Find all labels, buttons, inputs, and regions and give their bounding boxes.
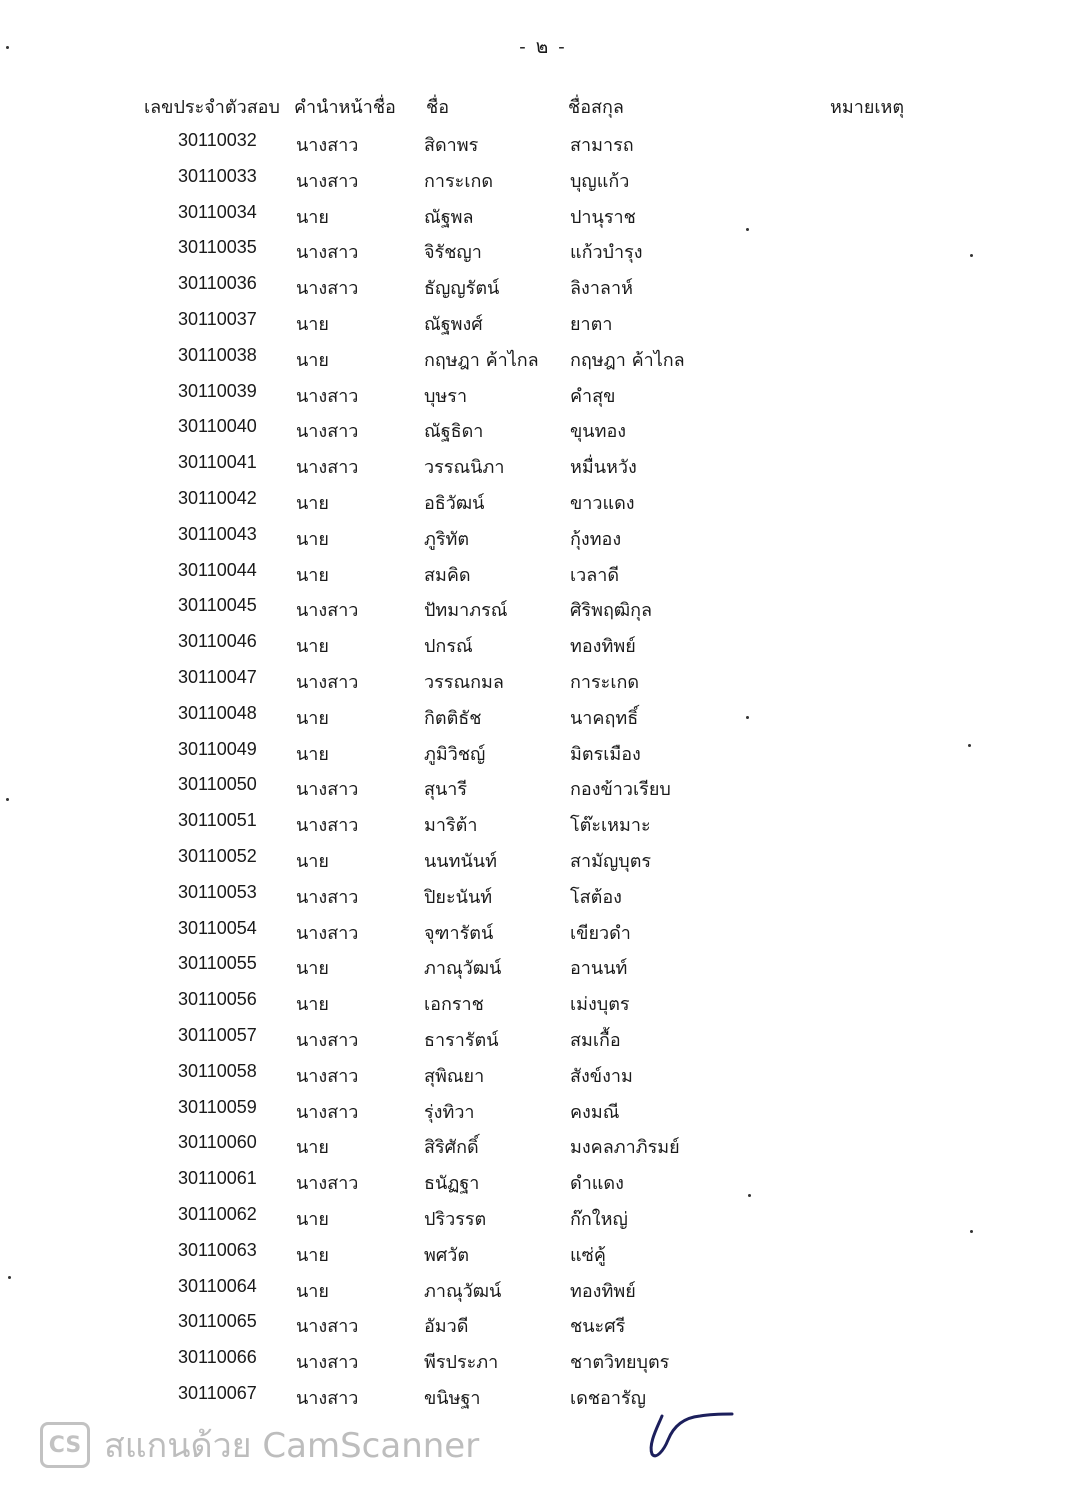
table-row	[0, 733, 1086, 769]
last-name-cell: เม่งบุตร	[570, 994, 630, 1016]
last-name-cell: ขาวแดง	[570, 492, 635, 514]
first-name-cell: ปกรณ์	[424, 636, 473, 658]
last-name-cell: มิตรเมือง	[570, 743, 641, 765]
prefix-cell: นาย	[296, 1280, 329, 1302]
table-row	[0, 1162, 1086, 1198]
last-name-cell: แซ่คู้	[570, 1244, 606, 1266]
last-name-cell: ยาตา	[570, 313, 613, 335]
exam-id-cell: 30110040	[178, 416, 257, 437]
first-name-cell: สิริศักดิ์	[424, 1137, 479, 1159]
scan-speck	[748, 1194, 751, 1197]
first-name-cell: มาริต้า	[424, 815, 478, 837]
scan-speck	[746, 716, 749, 719]
first-name-cell: ณัฐธิดา	[424, 421, 484, 443]
prefix-cell: นางสาว	[296, 457, 359, 479]
first-name-cell: พศวัต	[424, 1244, 470, 1266]
last-name-cell: ลิงาลาห์	[570, 278, 633, 300]
header-prefix: คำนำหน้าชื่อ	[294, 97, 396, 118]
header-remark: หมายเหตุ	[830, 97, 905, 118]
last-name-cell: กุ้งทอง	[570, 528, 622, 550]
exam-id-cell: 30110038	[178, 344, 257, 365]
last-name-cell: เขียวดำ	[570, 922, 631, 944]
prefix-cell: นางสาว	[296, 1065, 359, 1087]
first-name-cell: จุฑารัตน์	[424, 922, 494, 944]
table-row	[0, 1305, 1086, 1341]
exam-id-cell: 30110048	[178, 702, 257, 723]
last-name-cell: เวลาดี	[570, 564, 620, 586]
candidate-list	[0, 124, 1086, 1413]
first-name-cell: ธนัฏฐา	[424, 1173, 480, 1195]
table-row	[0, 947, 1086, 983]
table-row	[0, 1055, 1086, 1091]
first-name-cell: สุนารี	[424, 779, 468, 801]
prefix-cell: นางสาว	[296, 779, 359, 801]
last-name-cell: ชาตวิทยบุตร	[570, 1352, 670, 1374]
exam-id-cell: 30110037	[178, 308, 257, 329]
table-row	[0, 840, 1086, 876]
exam-id-cell: 30110044	[178, 559, 257, 580]
table-row	[0, 1341, 1086, 1377]
first-name-cell: สมคิด	[424, 564, 471, 586]
prefix-cell: นาย	[296, 349, 329, 371]
table-row	[0, 446, 1086, 482]
table-row	[0, 697, 1086, 733]
table-row	[0, 1126, 1086, 1162]
exam-id-cell: 30110063	[178, 1239, 257, 1260]
first-name-cell: นนทนันท์	[424, 850, 497, 872]
prefix-cell: นางสาว	[296, 421, 359, 443]
table-row	[0, 983, 1086, 1019]
prefix-cell: นางสาว	[296, 815, 359, 837]
prefix-cell: นางสาว	[296, 170, 359, 192]
prefix-cell: นางสาว	[296, 385, 359, 407]
first-name-cell: รุ่งทิวา	[424, 1101, 475, 1123]
last-name-cell: กองข้าวเรียบ	[570, 779, 671, 801]
last-name-cell: สามารถ	[570, 135, 634, 156]
exam-id-cell: 30110065	[178, 1311, 257, 1332]
prefix-cell: นาย	[296, 994, 329, 1016]
last-name-cell: บุญแก้ว	[570, 170, 630, 192]
first-name-cell: ปิยะนันท์	[424, 886, 493, 908]
table-row	[0, 625, 1086, 661]
first-name-cell: วรรณกมล	[424, 671, 504, 693]
last-name-cell: อานนท์	[570, 958, 628, 980]
table-row	[0, 1377, 1086, 1413]
last-name-cell: ทองทิพย์	[570, 1280, 636, 1302]
exam-id-cell: 30110051	[178, 810, 257, 831]
exam-id-cell: 30110055	[178, 953, 257, 974]
exam-id-cell: 30110066	[178, 1347, 257, 1368]
exam-id-cell: 30110039	[178, 380, 257, 401]
table-row	[0, 768, 1086, 804]
last-name-cell: คำสุข	[570, 385, 616, 407]
first-name-cell: วรรณนิภา	[424, 457, 505, 479]
first-name-cell: ปัทมาภรณ์	[424, 600, 508, 622]
last-name-cell: ขุนทอง	[570, 421, 627, 443]
first-name-cell: จิรัชญา	[424, 242, 482, 264]
exam-id-cell: 30110049	[178, 738, 257, 759]
first-name-cell: ภาณุวัฒน์	[424, 958, 502, 980]
prefix-cell: นางสาว	[296, 886, 359, 908]
page-number: - ๒ -	[519, 36, 567, 58]
prefix-cell: นาย	[296, 850, 329, 872]
table-row	[0, 339, 1086, 375]
last-name-cell: แก้วบำรุง	[570, 242, 643, 264]
first-name-cell: ภูริทัต	[424, 528, 470, 550]
prefix-cell: นาย	[296, 492, 329, 514]
last-name-cell: ศิริพฤฒิกุล	[570, 600, 653, 622]
prefix-cell: นางสาว	[296, 922, 359, 944]
last-name-cell: มงคลภาภิรมย์	[570, 1137, 680, 1159]
first-name-cell: กฤษฎา ค้าไกล	[424, 349, 539, 371]
first-name-cell: ธัญญรัตน์	[424, 278, 500, 300]
last-name-cell: นาคฤทธิ์	[570, 707, 639, 729]
prefix-cell: นาย	[296, 206, 329, 228]
exam-id-cell: 30110047	[178, 666, 257, 687]
first-name-cell: สิดาพร	[424, 135, 479, 156]
first-name-cell: การะเกด	[424, 170, 494, 192]
table-row	[0, 303, 1086, 339]
table-row	[0, 482, 1086, 518]
exam-id-cell: 30110059	[178, 1096, 257, 1117]
last-name-cell: การะเกด	[570, 671, 640, 693]
prefix-cell: นางสาว	[296, 242, 359, 264]
table-row	[0, 124, 1086, 160]
prefix-cell: นางสาว	[296, 1387, 359, 1409]
first-name-cell: ภูมิวิชญ์	[424, 743, 486, 765]
first-name-cell: อัมวดี	[424, 1316, 469, 1338]
exam-id-cell: 30110036	[178, 273, 257, 294]
prefix-cell: นาย	[296, 1137, 329, 1159]
last-name-cell: โสต้อง	[570, 886, 622, 908]
header-first-name: ชื่อ	[426, 97, 450, 118]
prefix-cell: นาย	[296, 564, 329, 586]
table-row	[0, 410, 1086, 446]
prefix-cell: นาย	[296, 1208, 329, 1230]
exam-id-cell: 30110060	[178, 1132, 257, 1153]
camscanner-text: สแกนด้วย CamScanner	[104, 1426, 480, 1466]
prefix-cell: นางสาว	[296, 1029, 359, 1051]
prefix-cell: นางสาว	[296, 278, 359, 300]
exam-id-cell: 30110043	[178, 523, 257, 544]
prefix-cell: นางสาว	[296, 1352, 359, 1374]
table-row	[0, 231, 1086, 267]
exam-id-cell: 30110058	[178, 1060, 257, 1081]
prefix-cell: นาย	[296, 636, 329, 658]
table-row	[0, 375, 1086, 411]
table-row	[0, 1198, 1086, 1234]
exam-id-cell: 30110035	[178, 237, 257, 258]
table-row	[0, 1019, 1086, 1055]
last-name-cell: เดชอารัญ	[570, 1387, 646, 1409]
exam-id-cell: 30110064	[178, 1275, 257, 1296]
scan-speck	[6, 46, 9, 49]
exam-id-cell: 30110046	[178, 631, 257, 652]
last-name-cell: ทองทิพย์	[570, 636, 636, 658]
table-row	[0, 1091, 1086, 1127]
first-name-cell: ขนิษฐา	[424, 1387, 481, 1409]
table-row	[0, 661, 1086, 697]
first-name-cell: บุษรา	[424, 385, 468, 407]
scan-speck	[970, 1230, 973, 1233]
exam-id-cell: 30110034	[178, 201, 257, 222]
exam-id-cell: 30110032	[178, 130, 257, 150]
table-row	[0, 1270, 1086, 1306]
first-name-cell: กิตติธัช	[424, 707, 482, 729]
scan-speck	[6, 798, 9, 801]
camscanner-watermark	[40, 1418, 479, 1472]
prefix-cell: นางสาว	[296, 671, 359, 693]
first-name-cell: เอกราช	[424, 994, 484, 1016]
prefix-cell: นาย	[296, 743, 329, 765]
prefix-cell: นางสาว	[296, 600, 359, 622]
prefix-cell: นาย	[296, 528, 329, 550]
table-row	[0, 912, 1086, 948]
table-row	[0, 589, 1086, 625]
last-name-cell: ดำแดง	[570, 1173, 624, 1195]
table-row	[0, 518, 1086, 554]
last-name-cell: คงมณี	[570, 1101, 620, 1123]
exam-id-cell: 30110054	[178, 917, 257, 938]
last-name-cell: หมื่นหวัง	[570, 457, 637, 479]
exam-id-cell: 30110052	[178, 845, 257, 866]
prefix-cell: นาย	[296, 958, 329, 980]
table-header	[0, 92, 1086, 122]
first-name-cell: ปริวรรต	[424, 1208, 487, 1230]
table-row	[0, 876, 1086, 912]
exam-id-cell: 30110067	[178, 1382, 257, 1403]
first-name-cell: สุพิณยา	[424, 1065, 485, 1087]
exam-id-cell: 30110056	[178, 989, 257, 1010]
first-name-cell: อธิวัฒน์	[424, 492, 485, 514]
scan-speck	[968, 744, 971, 747]
table-row	[0, 554, 1086, 590]
last-name-cell: ปานุราช	[570, 206, 636, 228]
exam-id-cell: 30110033	[178, 165, 257, 186]
last-name-cell: โต๊ะเหมาะ	[570, 815, 651, 837]
prefix-cell: นางสาว	[296, 1316, 359, 1338]
last-name-cell: กฤษฎา ค้าไกล	[570, 349, 685, 371]
first-name-cell: ธารารัตน์	[424, 1029, 499, 1051]
prefix-cell: นางสาว	[296, 1101, 359, 1123]
exam-id-cell: 30110042	[178, 487, 257, 508]
scan-speck	[8, 1276, 11, 1279]
prefix-cell: นาย	[296, 313, 329, 335]
prefix-cell: นาย	[296, 1244, 329, 1266]
scan-speck	[746, 228, 749, 231]
handwritten-signature	[640, 1404, 740, 1464]
last-name-cell: สังข์งาม	[570, 1065, 633, 1087]
exam-id-cell: 30110062	[178, 1203, 257, 1224]
exam-id-cell: 30110041	[178, 452, 257, 473]
exam-id-cell: 30110061	[178, 1168, 257, 1189]
header-last-name: ชื่อสกุล	[568, 97, 624, 118]
camscanner-logo: CS	[40, 1422, 90, 1468]
table-row	[0, 160, 1086, 196]
table-row	[0, 196, 1086, 232]
exam-id-cell: 30110050	[178, 774, 257, 795]
first-name-cell: พีรประภา	[424, 1352, 499, 1374]
prefix-cell: นางสาว	[296, 1173, 359, 1195]
first-name-cell: ณัฐพงศ์	[424, 313, 483, 335]
table-row	[0, 1234, 1086, 1270]
scan-speck	[970, 254, 973, 257]
last-name-cell: สามัญบุตร	[570, 850, 652, 872]
exam-id-cell: 30110045	[178, 595, 257, 616]
prefix-cell: นาย	[296, 707, 329, 729]
table-row	[0, 267, 1086, 303]
prefix-cell: นางสาว	[296, 135, 359, 156]
last-name-cell: ก๊กใหญ่	[570, 1208, 628, 1230]
exam-id-cell: 30110057	[178, 1024, 257, 1045]
exam-id-cell: 30110053	[178, 881, 257, 902]
last-name-cell: ชนะศรี	[570, 1316, 626, 1338]
header-exam-id: เลขประจำตัวสอบ	[144, 97, 280, 118]
first-name-cell: ภาณุวัฒน์	[424, 1280, 502, 1302]
first-name-cell: ณัฐพล	[424, 206, 474, 228]
last-name-cell: สมเกื้อ	[570, 1029, 621, 1051]
table-row	[0, 804, 1086, 840]
